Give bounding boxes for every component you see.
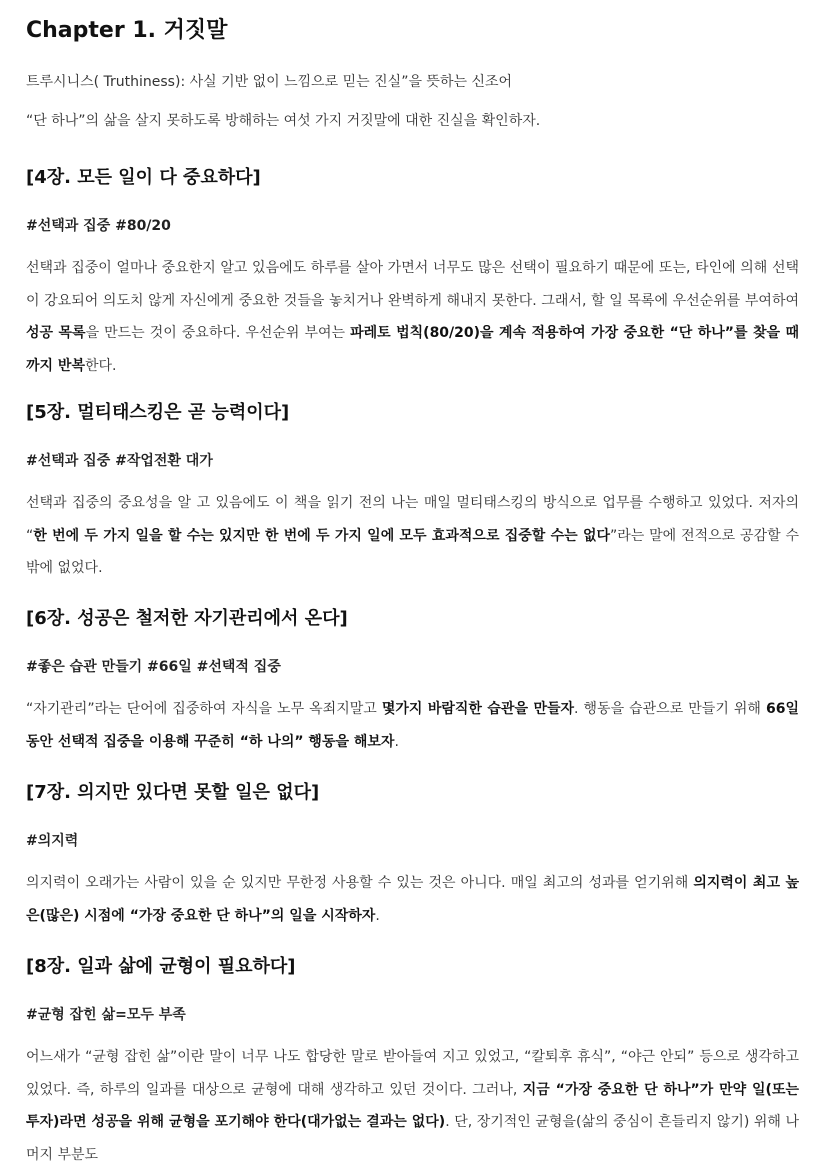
paragraph-text: . 단, 장기적인 균형을(삶의 중심이 흔들리지 않기) 위해 나머지 부분도 bbox=[26, 1114, 799, 1163]
paragraph-text: 어느새가 “균형 잡힌 삶”이란 말이 너무 나도 합당한 말로 받아들여 지고 있었고, “칼퇴후 휴식”, “야근 안되” 등으로 생각하고 있었다. 즉, 하루의 일과를 대상으로 균형에 대해 생각하고 있던 것이다. 그러나, bbox=[26, 1049, 799, 1098]
section-paragraph bbox=[26, 693, 799, 758]
paragraph-text: . 행동을 습관으로 만들기 위해 bbox=[574, 701, 766, 717]
paragraph-text: 의지력이 오래가는 사람이 있을 순 있지만 무한정 사용할 수 있는 것은 아니다. 매일 최고의 성과를 얻기위해 bbox=[26, 875, 694, 891]
section-title: [5장. 멀티태스킹은 곧 능력이다] bbox=[26, 402, 290, 423]
section-chapter-5 bbox=[26, 401, 799, 585]
section-paragraph bbox=[26, 252, 799, 382]
section-tags: #균형 잡힌 삶=모두 부족 bbox=[26, 1007, 186, 1023]
emphasis-text: 의지력이 최고 높은(많은) 시점에 “가장 중요한 단 하나”의 일을 시작하자 bbox=[26, 875, 799, 924]
paragraph-text: 을 만드는 것이 중요하다. 우선순위 부여는 bbox=[85, 325, 351, 341]
paragraph-text: . bbox=[394, 733, 399, 750]
paragraph-text: 한다. bbox=[84, 357, 117, 374]
emphasis-text: 몇가지 바람직한 습관을 만들자 bbox=[381, 701, 575, 717]
section-paragraph bbox=[26, 867, 799, 932]
section-tags: #의지력 bbox=[26, 833, 79, 849]
emphasis-text: 파레토 법칙(80/20)을 계속 적용하여 가장 중요한 “단 하나”를 찾을 때까지 반복 bbox=[26, 325, 800, 374]
paragraph-text: . bbox=[375, 907, 380, 924]
emphasis-text: 66일동안 선택적 집중을 이용해 꾸준히 “하 나의” 행동을 해보자 bbox=[26, 701, 799, 750]
section-title: [6장. 성공은 철저한 자기관리에서 온다] bbox=[26, 608, 348, 629]
paragraph-text: 선택과 집중이 얼마나 중요한지 알고 있음에도 하루를 살아 가면서 너무도 많은 선택이 필요하기 때문에 또는, 타인에 의해 선택이 강요되어 의도치 않게 자신에게 중요한 것들을 놓치거나 완벽하게 해내지 못한다. 그래서, 할 일 목록에 우선순위를 부여하여 bbox=[26, 260, 799, 309]
paragraph-text: 선택과 집중의 중요성을 알 고 있음에도 이 책을 읽기 전의 나는 매일 멀티태스킹의 방식으로 업무를 수행하고 있었다. 저자의 “ bbox=[26, 495, 799, 544]
section-paragraph bbox=[26, 1041, 799, 1171]
intro-summary: “단 하나”의 삶을 살지 못하도록 방해하는 여섯 가지 거짓말에 대한 진실을 확인하자. bbox=[26, 113, 541, 129]
section-title: [7장. 의지만 있다면 못할 일은 없다] bbox=[26, 782, 320, 803]
section-tags: #선택과 집중 #80/20 bbox=[26, 218, 171, 234]
section-paragraph bbox=[26, 487, 799, 585]
section-chapter-8 bbox=[26, 955, 799, 1171]
section-chapter-7 bbox=[26, 781, 799, 932]
section-chapter-4 bbox=[26, 166, 799, 382]
intro-definition: 트루시니스( Truthiness): 사실 기반 없이 느낌으로 믿는 진실”을 뜻하는 신조어 bbox=[26, 74, 513, 90]
section-tags: #좋은 습관 만들기 #66일 #선택적 집중 bbox=[26, 659, 281, 675]
emphasis-text: 한 번에 두 가지 일을 할 수는 있지만 한 번에 두 가지 일에 모두 효과적으로 집중할 수는 없다 bbox=[33, 527, 610, 544]
paragraph-text: “자기관리”라는 단어에 집중하여 자식을 노무 옥죄지말고 bbox=[26, 701, 382, 717]
section-title: [4장. 모든 일이 다 중요하다] bbox=[26, 167, 261, 188]
chapter-title: Chapter 1. 거짓말 bbox=[26, 18, 228, 43]
emphasis-text: 성공 목록 bbox=[26, 325, 86, 341]
section-title: [8장. 일과 삶에 균형이 필요하다] bbox=[26, 956, 296, 977]
section-chapter-6 bbox=[26, 607, 799, 758]
section-tags: #선택과 집중 #작업전환 대가 bbox=[26, 453, 213, 469]
emphasis-text: 지금 “가장 중요한 단 하나”가 만약 일(또는 투자)라면 성공을 위해 균형을 포기해야 한다(대가없는 결과는 없다) bbox=[26, 1081, 799, 1130]
paragraph-text: ”라는 말에 전적으로 공감할 수 밖에 없었다. bbox=[26, 527, 799, 576]
